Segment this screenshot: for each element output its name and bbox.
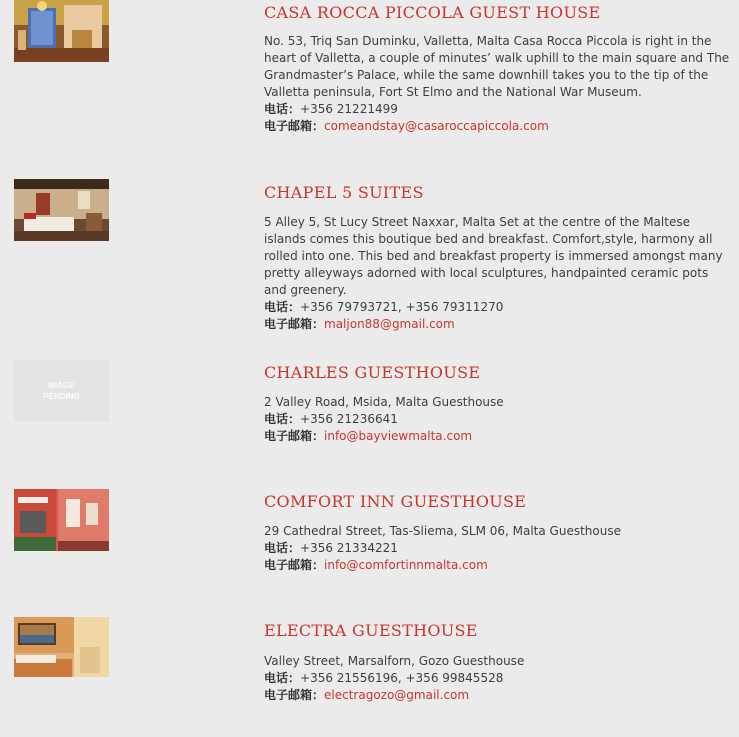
email-label: 电子邮箱： [264,317,325,331]
phone-value: +356 21556196, +356 99845528 [300,671,504,685]
email-row [264,118,734,135]
email-label: 电子邮箱： [264,119,325,133]
phone-label: 电话： [264,300,301,314]
phone-value: +356 21236641 [300,412,398,426]
email-label: 电子邮箱： [264,558,325,572]
phone-value: +356 79793721, +356 79311270 [300,300,504,314]
email-label: 电子邮箱： [264,429,325,443]
listing-title[interactable]: CHAPEL 5 SUITES [264,183,424,202]
listing-thumbnail[interactable] [14,179,109,241]
phone-row [264,411,734,428]
casa-rocca-photo [14,0,109,62]
comfort-inn-photo [14,489,109,551]
phone-row [264,540,734,557]
listing-description: 29 Cathedral Street, Tas-Sliema, SLM 06, Malta Guesthouse [264,524,621,538]
phone-value: +356 21334221 [300,541,398,555]
email-link[interactable]: electragozo@gmail.com [324,688,470,702]
phone-label: 电话： [264,671,301,685]
electra-guesthouse-photo [14,617,109,677]
phone-row [264,299,734,316]
email-link[interactable]: info@comfortinnmalta.com [324,558,488,572]
listing-thumbnail[interactable] [14,360,109,422]
image-pending-placeholder [14,360,109,422]
phone-value: +356 21221499 [300,102,398,116]
listing-title[interactable]: COMFORT INN GUESTHOUSE [264,492,527,511]
listing-thumbnail[interactable] [14,489,109,551]
placeholder-text-line1: IMAGE [48,381,75,390]
listing-thumbnail[interactable] [14,0,109,62]
email-link[interactable]: comeandstay@casaroccapiccola.com [324,119,549,133]
placeholder-text-line2: PENDING [43,392,80,401]
listing-description: No. 53, Triq San Duminku, Valletta, Malta Casa Rocca Piccola is right in the heart of Valletta, a couple of minutes’ walk uphill to the main square and The Grandmaster’s Palace, while the same downhill takes you to the tip of the Valletta peninsula, Fort St Elmo and the National War Museum. [264,34,730,99]
listing-description: 2 Valley Road, Msida, Malta Guesthouse [264,395,504,409]
listing-description: 5 Alley 5, St Lucy Street Naxxar, Malta Set at the centre of the Maltese islands comes this boutique bed and breakfast. Comfort,style, harmony all rolled into one. This bed and breakfast property is immersed amongst many pretty alleyways adorned with local sculptures, handpainted ceramic pots and greenery. [264,215,723,297]
phone-label: 电话： [264,102,301,116]
email-link[interactable]: info@bayviewmalta.com [324,429,473,443]
listing-thumbnail[interactable] [14,617,109,677]
email-row [264,428,734,445]
email-link[interactable]: maljon88@gmail.com [324,317,455,331]
listing-title[interactable]: CHARLES GUESTHOUSE [264,363,481,382]
email-row [264,316,734,333]
phone-row [264,101,734,118]
phone-label: 电话： [264,541,301,555]
listing-title[interactable]: CASA ROCCA PICCOLA GUEST HOUSE [264,3,601,22]
phone-label: 电话： [264,412,301,426]
phone-row [264,670,734,687]
chapel-5-suites-photo [14,179,109,241]
email-row [264,687,734,704]
email-label: 电子邮箱： [264,688,325,702]
listing-description: Valley Street, Marsalforn, Gozo Guesthouse [264,654,525,668]
listing-title[interactable]: ELECTRA GUESTHOUSE [264,621,478,640]
email-row [264,557,734,574]
